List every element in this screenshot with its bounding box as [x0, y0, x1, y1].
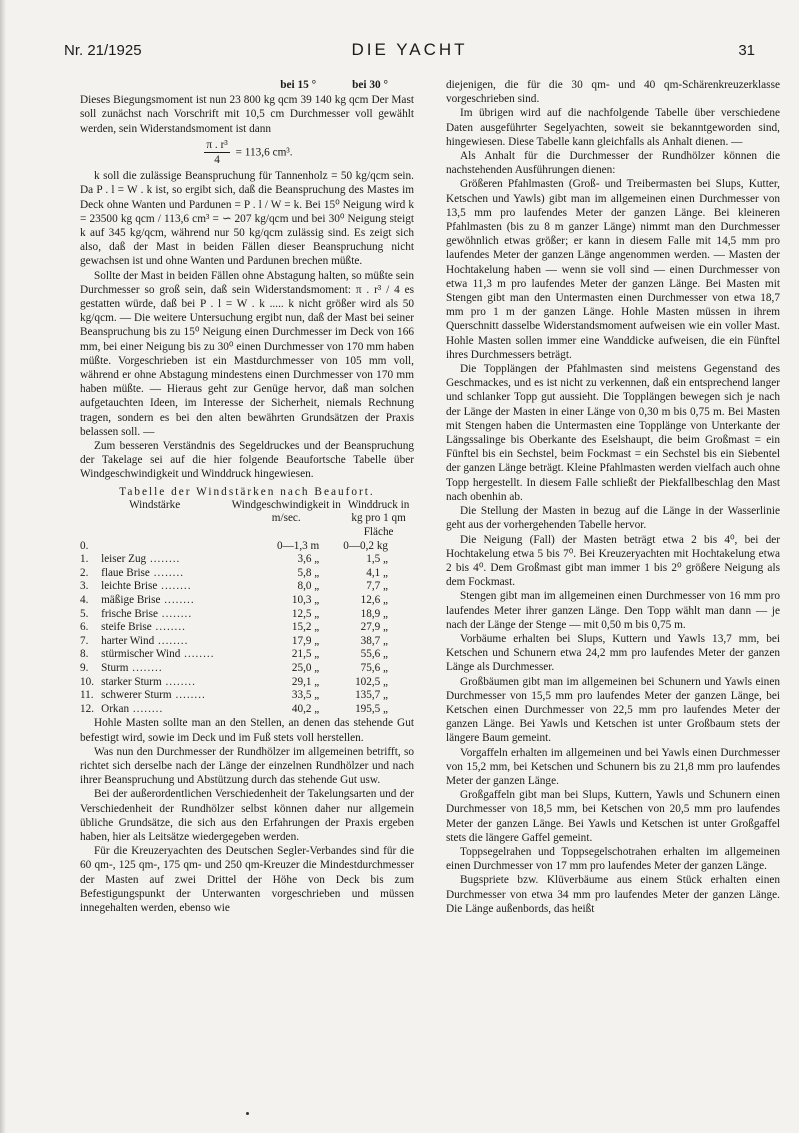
- paragraph: Großgaffeln gibt man bei Slups, Kuttern, Yawls und Schunern einen Durchmesser von 18,5 mm, bei Ketschen von 20,5 mm pro laufendes Meter der ganzen Länge. Bei Yawls und Ketschen ist unter Großgaffel stets die längere Gaffel gemeint.: [446, 789, 780, 844]
- wind-pressure: 0—0,2 kg: [343, 539, 388, 552]
- wind-name: Sturm .....: [101, 662, 229, 676]
- right-column: [446, 78, 780, 916]
- paragraph: Im übrigen wird auf die nachfolgende Tabelle über verschiedene Daten ausgeführter Segelyachten, soweit sie bekanntgeworden sind, hingewiesen. Diese Tabelle kann gleichfalls als Anhalt dienen. —: [446, 107, 780, 148]
- paragraph: Großbäumen gibt man im allgemeinen bei Schunern und Yawls einen Durchmesser von 15,5 mm pro laufendes Meter der ganzen Länge, bei Ketschen einen Durchmesser von 22,5 mm pro laufendes Meter der ganzen Länge. Bei Yawls und Ketschen ist unter Großbaum stets der längere Baum gemeint.: [446, 675, 780, 745]
- table-row: [80, 553, 414, 567]
- wind-speed: 0—1,3 m: [276, 539, 320, 552]
- paragraph: Für die Kreuzeryachten des Deutschen Segler-Verbandes sind für die 60 qm-, 125 qm-, 175 qm- und 250 qm-Kreuzer die Mindestdurchmesser der Masten auf zwei Drittel der Höhe von Deck bis zum Befestigungspunkt der Unterwanten vorgeschrieben und müssen innegehalten werden, ebenso wie: [80, 845, 414, 915]
- table-row: [80, 662, 414, 676]
- row-number: 0.: [80, 539, 89, 552]
- wind-name: steife Brise .....: [101, 621, 229, 635]
- scan-edge-shadow: [0, 0, 6, 1133]
- issue-number: Nr. 21/1925: [64, 42, 142, 59]
- paragraph: Die Neigung (Fall) der Masten beträgt etwa 2 bis 4⁰, bei der Hochtakelung etwa 5 bis 7⁰. Bei Kreuzeryachten mit Hochtakelung etwa 2 bis 4⁰. Dem Großmast gibt man immer 1 bis 2⁰ größere Neigung als dem Fockmast.: [446, 533, 780, 589]
- wind-name: flaue Brise .....: [101, 567, 229, 581]
- angle-heading-15: bei 15 °: [280, 79, 317, 91]
- wind-pressure: 195,5 „: [355, 702, 388, 715]
- wind-pressure: 18,9 „: [360, 607, 388, 620]
- paragraph: Vorgaffeln erhalten im allgemeinen und bei Yawls einen Durchmesser von 15,2 mm, bei Ketschen und Schunern bis zu 21,8 mm pro laufendes Meter der ganzen Länge.: [446, 746, 780, 787]
- wind-pressure: 75,6 „: [360, 662, 388, 675]
- wind-name: leiser Zug .....: [101, 553, 229, 567]
- angle-headings: [80, 78, 414, 92]
- row-number: 6.: [80, 621, 89, 634]
- table-row: [80, 676, 414, 690]
- wind-pressure: 38,7 „: [360, 634, 388, 647]
- wind-pressure: 7,7 „: [366, 580, 388, 593]
- table-row: [80, 635, 414, 649]
- table-row: [80, 567, 414, 581]
- wind-name: harter Wind .....: [101, 635, 229, 649]
- wind-name: frische Brise .....: [101, 608, 229, 622]
- row-number: 12.: [80, 702, 94, 715]
- wind-pressure: 1,5 „: [366, 553, 388, 566]
- table-row: [80, 608, 414, 622]
- table-body: [80, 540, 414, 717]
- paragraph: Vorbäume erhalten bei Slups, Kuttern und Yawls 13,7 mm, bei Ketschen und Schunern etwa 24,2 mm pro laufendes Meter der ganzen Länge als Durchmesser.: [446, 632, 780, 674]
- fraction-denominator: 4: [214, 154, 220, 167]
- page-header: [60, 40, 759, 64]
- paragraph: Als Anhalt für die Durchmesser der Rundhölzer können die nachstehenden Ausführungen dienen:: [446, 150, 780, 177]
- row-number: 9.: [80, 662, 89, 675]
- wind-speed: 12,5 „: [291, 607, 320, 620]
- scan-speck: [246, 1112, 249, 1115]
- wind-name: [101, 540, 229, 554]
- wind-pressure: 4,1 „: [366, 566, 388, 579]
- wind-pressure: 102,5 „: [355, 675, 388, 688]
- table-row: [80, 621, 414, 635]
- row-number: 3.: [80, 580, 89, 593]
- fraction-numerator: π . r³: [204, 138, 229, 153]
- beaufort-table: [80, 499, 414, 717]
- left-column: [80, 78, 414, 915]
- magazine-title: DIE YACHT: [351, 40, 468, 59]
- table-row: [80, 689, 414, 703]
- wind-pressure: 12,6 „: [360, 594, 388, 607]
- paragraph: Zum besseren Verständnis des Segeldruckes und der Beanspruchung der Takelage sei auf die hier folgende Beaufortsche Tabelle über Windgeschwindigkeit und Winddruck hingewiesen.: [80, 440, 414, 481]
- paragraph: Die Topplängen der Pfahlmasten sind meistens Gegenstand des Geschmackes, und es ist nicht zu verkennen, daß ein entsprechend langer und schlanker Topp gut aussieht. Die Topplängen bewegen sich je nach der Länge der Masten in einer Länge von 0,30 m bis 0,75 m. Bei Masten mit Stengen haben die Untermasten eine Topplänge von Unterkante der Längssalinge bis Oberkante des Eselshaupt, die beim Großmast = ein Fünftel bis ein Sechstel, beim Fockmast = ein Sechstel bis ein Siebentel der ganzen Länge beträgt. Kleine Pfahlmasten werden vielfach auch ohne Topp hergestellt. In diesem Falle schließt der Piekfallbeschlag den Mast nach obenhin ab.: [446, 363, 780, 503]
- table-row: [80, 648, 414, 662]
- wind-name: leichte Brise .....: [101, 580, 229, 594]
- paragraph: Größeren Pfahlmasten (Groß- und Treibermasten bei Slups, Kutter, Ketschen und Yawls) gibt man im allgemeinen einen Durchmesser von 13,5 mm pro laufendes Meter der ganzen Länge. Bei kleineren Pfahlmasten (bis zu 8 m ganzer Länge) nimmt man den Durchmesser gewöhnlich etwas größer; er kann in diesem Falle mit 14,5 mm pro laufendes Meter der ganzen Länge angenommen werden. — Masten der Hochtakelung haben — wenn sie voll sind — einen Durchmesser von etwa 11,3 m pro laufendes Meter der ganzen Länge. Bei Masten mit Stengen gibt man den Untermasten einen Durchmesser von etwa 18,7 mm pro 1 m der ganzen Länge. Hohle Masten müssen in ihrem Querschnitt dasselbe Widerstandsmoment aufweisen wie ein voller Mast. Hohle Masten sollen immer eine Wanddicke aufweisen, die ein Fünftel ihres Durchmessers beträgt.: [446, 178, 780, 361]
- paragraph: Dieses Biegungsmoment ist nun 23 800 kg qcm 39 140 kg qcm Der Mast soll zunächst nach Vorschrift mit 10,5 cm Durchmesser voll gewählt werden, sein Widerstandsmoment ist dann: [80, 94, 414, 135]
- wind-speed: 10,3 „: [291, 594, 320, 607]
- paragraph: k soll die zulässige Beanspruchung für Tannenholz = 50 kg/qcm sein. Da P . l = W . k ist, so ergibt sich, daß die Beanspruchung des Mastes im Deck ohne Wanten und Pardunen = P . l / W = k. Bei 15⁰ Neigung wird k = 23500 kg qcm / 113,6 cm³ = ∽ 207 kg/qcm und bei 30⁰ Neigung steigt k auf 345 kg/qcm, während nur 50 kg/qcm zulässig sind. Es zeigt sich also, daß der Mast in beiden Fällen dieser Beanspruchung nicht gewachsen ist und ohne Wanten und Pardunen brechen müßte.: [80, 170, 414, 268]
- row-number: 4.: [80, 594, 89, 607]
- formula-section-modulus: [80, 138, 414, 167]
- row-number: 5.: [80, 607, 89, 620]
- wind-speed: 33,5 „: [291, 689, 320, 702]
- table-row: [80, 540, 414, 554]
- wind-speed: 15,2 „: [291, 621, 320, 634]
- wind-name: schwerer Sturm .....: [101, 689, 229, 703]
- paragraph: Sollte der Mast in beiden Fällen ohne Abstagung halten, so müßte sein Durchmesser so groß sein, daß sein Widerstandsmoment: π . r³ / 4 es gestatten würde, daß bei P . l = W . k ..... k nicht größer wird als 50 kg/qcm. — Die weitere Untersuchung ergibt nun, daß der Mast bei seiner Beanspruchung bis zu 15⁰ Neigung einen Durchmesser im Deck von 166 mm, bei einer Neigung bis zu 30⁰ einen Durchmesser von 170 mm haben müßte. Vorgeschrieben ist ein Mastdurchmesser von 105 mm voll, während er ohne Abstagung mindestens einen Durchmesser von 170 mm haben müßte. — Hieraus geht zur Genüge hervor, daß man solchen aufgetauchten Ideen, im Interesse der Sicherheit, niemals Rechnung tragen, sondern es bei den alten bewährten Grundsätzen der Praxis belassen soll. —: [80, 269, 414, 438]
- paragraph: Toppsegelrahen und Toppsegelschotrahen erhalten im allgemeinen einen Durchmesser von 17 mm pro laufendes Meter der ganzen Länge.: [446, 845, 780, 873]
- fraction: [204, 138, 229, 167]
- table-header-speed: Windgeschwindigkeit in m/sec.: [231, 498, 341, 525]
- table-header-pressure: Winddruck in kg pro 1 qm Fläche: [347, 498, 410, 539]
- table-header-windstaerke: Windstärke: [129, 498, 181, 511]
- paragraph: diejenigen, die für die 30 qm- und 40 qm-Schärenkreuzerklasse vorgeschrieben sind.: [446, 79, 780, 106]
- table-row: [80, 594, 414, 608]
- formula-result: = 113,6 cm³.: [235, 146, 293, 159]
- row-number: 7.: [80, 634, 89, 647]
- paragraph: Stengen gibt man im allgemeinen einen Durchmesser von 16 mm pro laufendes Meter ihrer ganzen Länge. Den Topp wählt man dann — je nach der Länge der Stenge — mit 0,50 m bis 0,75 m.: [446, 590, 780, 631]
- wind-speed: 29,1 „: [291, 675, 320, 688]
- wind-name: Orkan .....: [101, 703, 229, 717]
- wind-speed: 40,2 „: [291, 702, 320, 715]
- paragraph: Was nun den Durchmesser der Rundhölzer im allgemeinen betrifft, so richtet sich derselbe nach der Länge der einzelnen Rundhölzer und nach ihrer Beanspruchung und Abstützung durch das stehende Gut usw.: [80, 745, 414, 787]
- wind-name: stürmischer Wind .....: [101, 648, 229, 662]
- row-number: 11.: [80, 689, 94, 702]
- paragraph: Bugspriete bzw. Klüverbäume aus einem Stück erhalten einen Durchmesser von etwa 34 mm pro laufendes Meter der ganzen Länge. Die Länge außenbords, das heißt: [446, 874, 780, 915]
- wind-speed: 21,5 „: [291, 648, 320, 661]
- wind-speed: 5,8 „: [297, 566, 320, 579]
- wind-speed: 17,9 „: [291, 634, 320, 647]
- wind-speed: 25,0 „: [291, 662, 320, 675]
- page-number: 31: [738, 42, 755, 59]
- angle-heading-30: bei 30 °: [352, 79, 388, 91]
- table-row: [80, 580, 414, 594]
- row-number: 8.: [80, 648, 89, 661]
- wind-speed: 8,0 „: [297, 580, 320, 593]
- wind-speed: 3,6 „: [297, 553, 320, 566]
- wind-name: starker Sturm .....: [101, 676, 229, 690]
- paragraph: Die Stellung der Masten in bezug auf die Länge in der Wasserlinie geht aus der vorhergehenden Tabelle hervor.: [446, 505, 780, 532]
- wind-name: mäßige Brise .....: [101, 594, 229, 608]
- row-number: 1.: [80, 553, 89, 566]
- row-number: 10.: [80, 675, 94, 688]
- table-title: Tabelle der Windstärken nach Beaufort.: [119, 485, 375, 498]
- wind-pressure: 135,7 „: [355, 689, 388, 702]
- wind-pressure: 27,9 „: [360, 621, 388, 634]
- paragraph: Bei der außerordentlichen Verschiedenheit der Takelungsarten und der Verschiedenheit der Rundhölzer selbst können daher nur allgemein übliche Grundsätze, die sich aus den Erfahrungen der Praxis ergeben haben, hier als Leitsätze wiedergegeben werden.: [80, 788, 414, 844]
- paragraph: Hohle Masten sollte man an den Stellen, an denen das stehende Gut befestigt wird, sowie im Deck und im Fuß stets voll herstellen.: [80, 717, 414, 744]
- wind-pressure: 55,6 „: [360, 648, 388, 661]
- table-row: [80, 703, 414, 717]
- row-number: 2.: [80, 566, 89, 579]
